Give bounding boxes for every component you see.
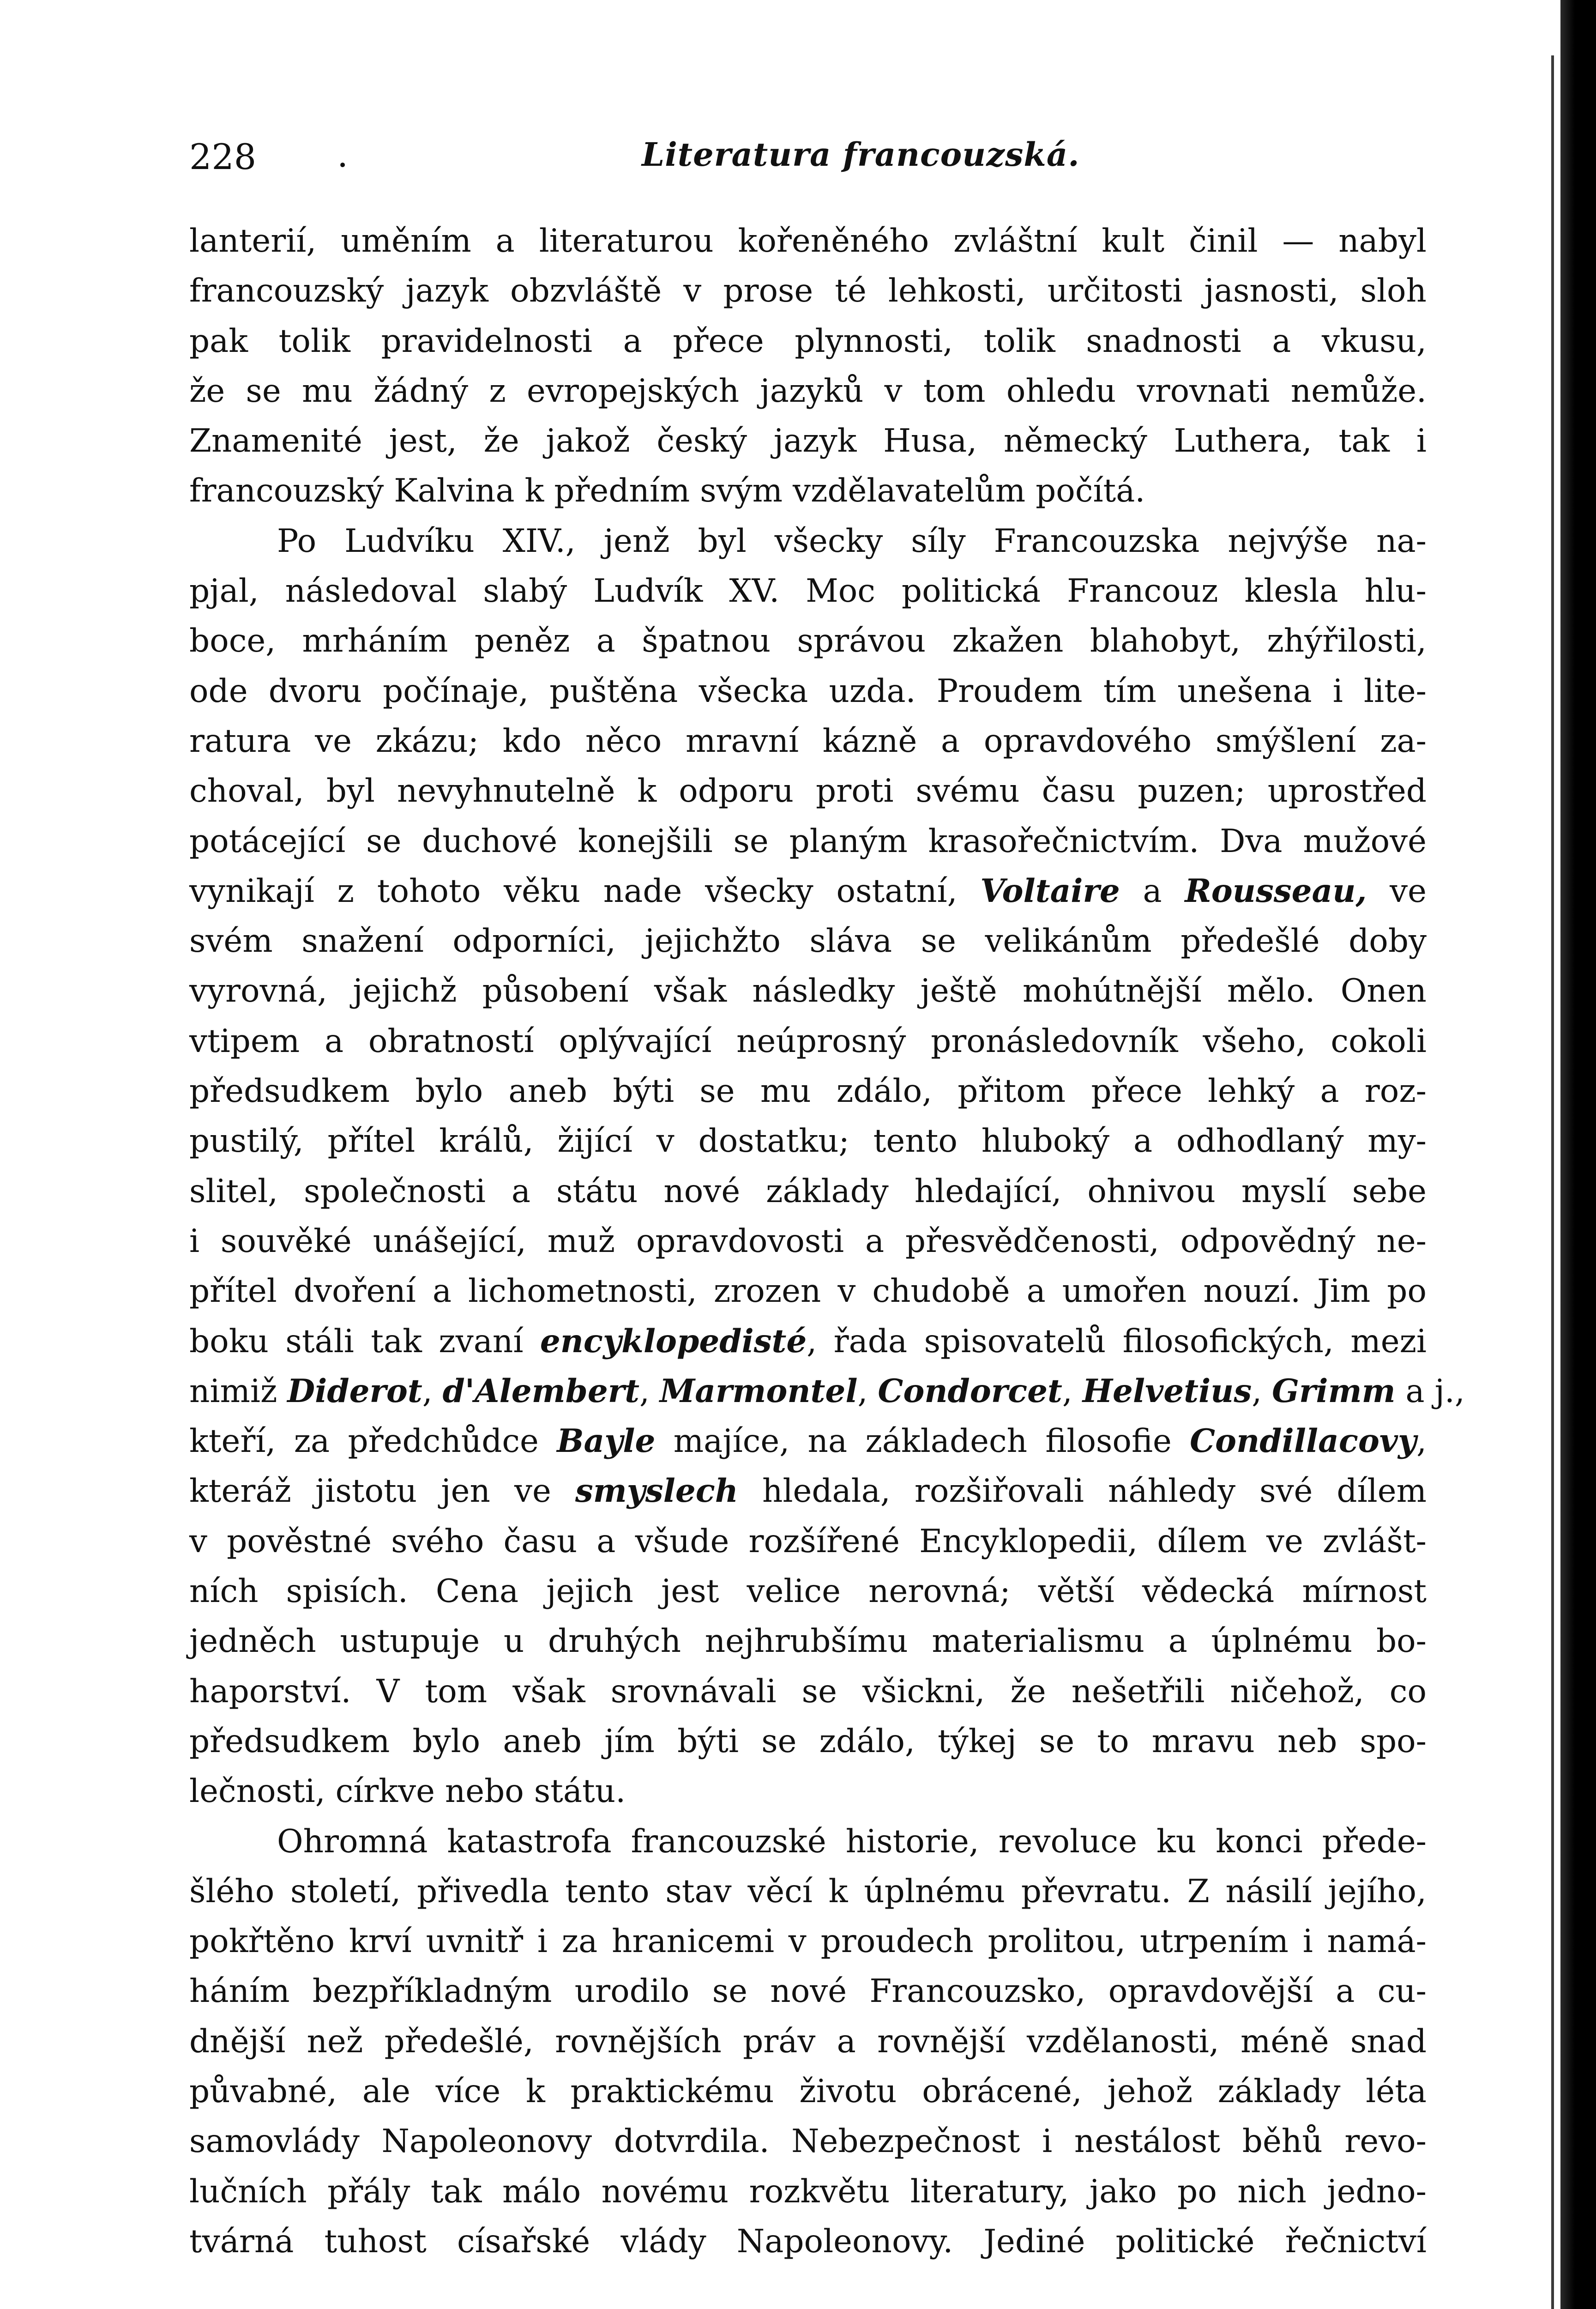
text-line: pjal, následoval slabý Ludvík XV. Moc politická Francouz klesla hlu-: [189, 573, 1427, 610]
author-name: Condorcet: [878, 1372, 1062, 1410]
text-line: slitel, společnosti a státu nové základy hledající, ohnivou myslí sebe: [189, 1173, 1427, 1210]
text-line: vtipem a obratností oplývající neúprosný pronásledovník všeho, cokoli: [189, 1022, 1427, 1060]
text-line: ních spisích. Cena jejich jest velice nerovná; větší vědecká mírnost: [189, 1573, 1427, 1610]
author-name: Voltaire: [980, 872, 1120, 910]
text-line: předsudkem bylo aneb jím býti se zdálo, týkej se to mravu neb spo-: [189, 1723, 1427, 1760]
text-line: potácející se duchové konejšili se planým krasořečnictvím. Dva mužové: [189, 822, 1427, 860]
text-line: svém snažení odporníci, jejichžto sláva se velikánům předešlé doby: [189, 923, 1427, 960]
text-line: tvárná tuhost císařské vlády Napoleonovy. Jediné politické řečnictví: [189, 2223, 1427, 2260]
text-line: samovlády Napoleonovy dotvrdila. Nebezpečnost i nestálost běhů revo-: [189, 2123, 1427, 2160]
text-line: půvabné, ale více k praktickému životu obrácené, jehož základy léta: [189, 2073, 1427, 2110]
scan-border: [1560, 0, 1596, 2309]
author-name: Bayle: [557, 1422, 656, 1460]
text-line: boce, mrháním peněz a špatnou správou zkažen blahobyt, zhýřilosti,: [189, 623, 1427, 660]
author-name: Condillacovy: [1190, 1422, 1417, 1460]
emphasized-term: encyklopedisté: [540, 1322, 807, 1360]
page-number: 228: [189, 136, 257, 177]
text-line: lečnosti, církve nebo státu.: [189, 1773, 626, 1810]
text-line: pak tolik pravidelnosti a přece plynnosti, tolik snadnosti a vkusu,: [189, 322, 1427, 360]
text-line: háním bezpříkladným urodilo se nové Francouzsko, opravdovější a cu-: [189, 1973, 1427, 2010]
text-line: Ohromná katastrofa francouzské historie, revoluce ku konci přede-: [277, 1823, 1427, 1860]
text-line: i souvěké unášející, muž opravdovosti a přesvědčenosti, odpovědný ne-: [189, 1222, 1427, 1260]
text-line: nimiž Diderot, d'Alembert, Marmontel, Condorcet, Helvetius, Grimm a j.,: [189, 1372, 1465, 1410]
text-line: dnější než předešlé, rovnějších práv a rovnější vzdělanosti, méně snad: [189, 2023, 1427, 2060]
text-line: jedněch ustupuje u druhých nejhrubšímu materialismu a úplnému bo-: [189, 1623, 1427, 1660]
text-line: pokřtěno krví uvnitř i za hranicemi v proudech prolitou, utrpením i namá-: [189, 1923, 1427, 1960]
author-name: Diderot: [287, 1372, 422, 1410]
body-text: [189, 216, 1465, 2267]
text-line: vynikají z tohoto věku nade všecky ostatní, Voltaire a Rousseau, ve: [189, 872, 1427, 910]
author-name: Grimm: [1272, 1372, 1396, 1410]
text-line: Znamenité jest, že jakož český jazyk Husa, německý Luthera, tak i: [189, 423, 1427, 460]
text-line: lučních přály tak málo novému rozkvětu literatury, jako po nich jedno-: [189, 2173, 1427, 2210]
text-line: šlého století, přivedla tento stav věcí k úplnému převratu. Z násilí jejího,: [189, 1873, 1427, 1910]
text-line: v pověstné svého času a všude rozšířené Encyklopedii, dílem ve zvlášt-: [189, 1523, 1427, 1560]
emphasized-term: smyslech: [575, 1472, 738, 1510]
text-line: že se mu žádný z evropejských jazyků v tom ohledu vrovnati nemůže.: [189, 372, 1427, 410]
text-line: francouzský jazyk obzvláště v prose té lehkosti, určitosti jasnosti, sloh: [189, 272, 1427, 310]
text-line: kteráž jistotu jen ve smyslech hledala, rozšiřovali náhledy své dílem: [189, 1472, 1427, 1510]
page-header: [189, 129, 1440, 185]
text-line: vyrovná, jejichž působení však následky ještě mohútnější mělo. Onen: [189, 973, 1427, 1010]
header-dot: .: [337, 134, 349, 175]
running-title: Literatura francouzská.: [642, 135, 1080, 174]
text-line: ode dvoru počínaje, puštěna všecka uzda. Proudem tím unešena i lite-: [189, 672, 1427, 710]
page-edge-line: [1551, 55, 1554, 2309]
text-line: haporství. V tom však srovnávali se všickni, že nešetřili ničehož, co: [189, 1673, 1427, 1710]
text-line: boku stáli tak zvaní encyklopedisté, řada spisovatelů filosofických, mezi: [189, 1322, 1427, 1360]
text-line: Po Ludvíku XIV., jenž byl všecky síly Francouzska nejvýše na-: [277, 522, 1427, 560]
author-name: Helvetius: [1082, 1372, 1252, 1410]
text-line: ratura ve zkázu; kdo něco mravní kázně a opravdového smýšlení za-: [189, 722, 1427, 760]
text-line: přítel dvoření a lichometnosti, zrozen v chudobě a umořen nouzí. Jim po: [189, 1273, 1427, 1310]
text-line: předsudkem bylo aneb býti se mu zdálo, přitom přece lehký a roz-: [189, 1073, 1427, 1110]
text-line: choval, byl nevyhnutelně k odporu proti svému času puzen; uprostřed: [189, 773, 1427, 810]
text-line: kteří, za předchůdce Bayle majíce, na základech filosofie Condillacovy,: [189, 1422, 1427, 1460]
text-line: francouzský Kalvina k předním svým vzdělavatelům počítá.: [189, 472, 1145, 510]
author-name: Rousseau,: [1185, 872, 1367, 910]
text-line: lanterií, uměním a literaturou kořeněného zvláštní kult činil — nabyl: [189, 223, 1427, 260]
author-name: Marmontel: [659, 1372, 858, 1410]
text-line: pustilý, přítel králů, žijící v dostatku; tento hluboký a odhodlaný my-: [189, 1123, 1427, 1160]
author-name: d'Alembert: [442, 1372, 640, 1410]
